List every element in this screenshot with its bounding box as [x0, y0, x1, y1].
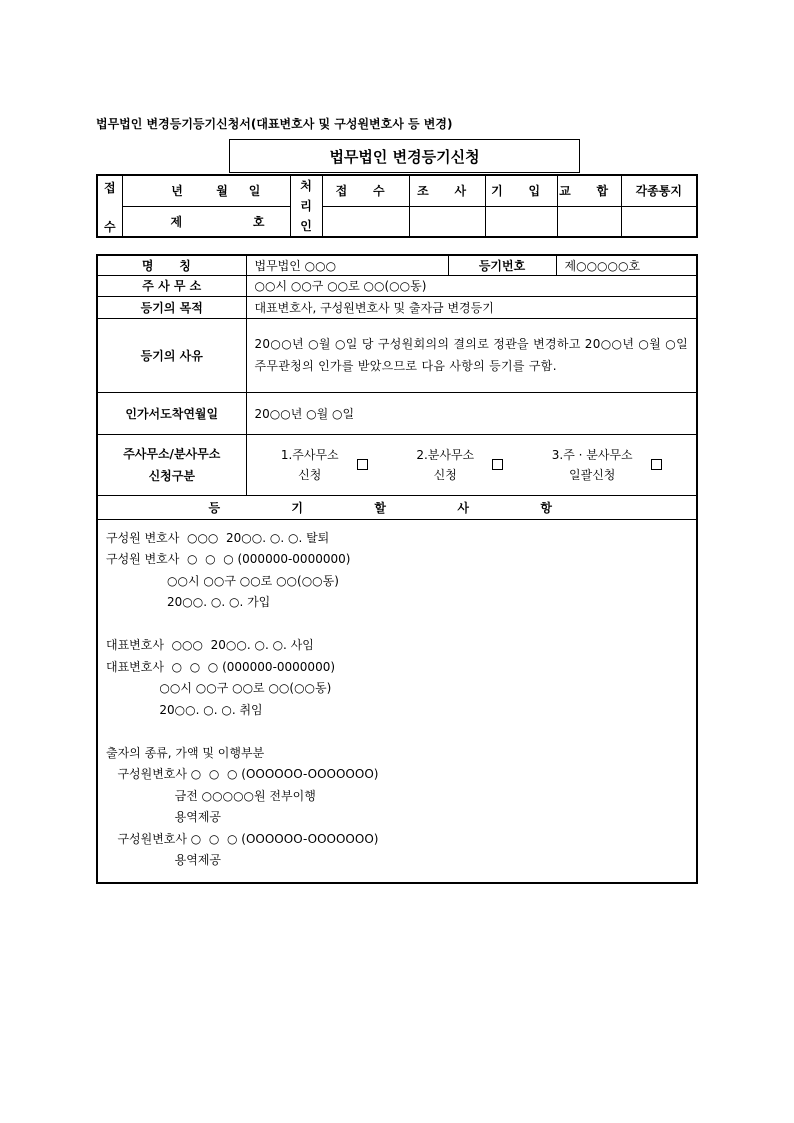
option-batch[interactable] — [552, 445, 662, 485]
registration-item-line: 대표변호사 ○ ○ ○ (000000-0000000) — [106, 659, 336, 674]
registration-number-value: 제○○○○○호 — [556, 255, 697, 275]
registration-item-line: 금전 ○○○○○원 전부이행 — [106, 788, 316, 803]
registration-item-line: 20○○. ○. ○. 취임 — [106, 702, 263, 717]
registration-item-line: 구성원변호사 ○ ○ ○ (OOOOOO-OOOOOOO) — [106, 831, 379, 846]
registration-item-line: ○○시 ○○구 ○○로 ○○(○○동) — [106, 681, 332, 695]
col-collation: 교 합 — [557, 175, 621, 206]
reception-label-cell — [97, 175, 122, 237]
month-label: 월 — [216, 184, 228, 199]
number-prefix-label: 제 — [170, 214, 183, 229]
option-branch-office-line2: 신청 — [433, 467, 457, 482]
purpose-value: 대표변호사, 구성원변호사 및 출자금 변경등기 — [246, 296, 697, 318]
form-title-text: 법무법인 변경등기신청 — [329, 147, 480, 166]
reception-blank-5 — [621, 206, 697, 237]
option-batch-line2: 일괄신청 — [569, 467, 616, 482]
registration-item-line: 구성원 변호사 ○○○ 20○○. ○. ○. 탈퇴 — [106, 530, 330, 545]
branch-office-checkbox[interactable] — [492, 459, 503, 470]
registration-item-line: ○○시 ○○구 ○○로 ○○(○○동) — [106, 573, 339, 588]
items-header: 등 기 할 사 항 — [97, 495, 697, 519]
category-label-line1: 주사무소/분사무소 — [123, 446, 221, 461]
registration-item-line: 출자의 종류, 가액 및 이행부분 — [106, 745, 265, 760]
option-batch-line1: 3.주 · 분사무소 — [551, 447, 633, 462]
office-label: 주 사 무 소 — [97, 275, 246, 296]
registration-number-label: 등기번호 — [448, 255, 556, 275]
option-main-office-line1: 1.주사무소 — [280, 447, 339, 462]
reception-blank-3 — [485, 206, 557, 237]
processor-char-1: 처 — [300, 179, 312, 193]
reception-number-cell — [122, 206, 290, 237]
processor-char-2: 리 — [300, 199, 312, 213]
registration-items — [97, 519, 697, 883]
option-main-office[interactable] — [281, 445, 368, 485]
form-title — [229, 139, 580, 173]
col-reception: 접 수 — [322, 175, 409, 206]
number-suffix-label: 호 — [252, 214, 265, 229]
day-label: 일 — [248, 184, 261, 199]
office-value: ○○시 ○○구 ○○로 ○○(○○동) — [246, 275, 697, 296]
category-options — [246, 434, 697, 495]
reception-blank-4 — [557, 206, 621, 237]
name-value: 법무법인 ○○○ — [246, 255, 448, 275]
application-table — [96, 254, 698, 884]
reception-blank-2 — [409, 206, 485, 237]
col-entry: 기 입 — [485, 175, 557, 206]
main-office-checkbox[interactable] — [357, 459, 368, 470]
registration-item-line: 용역제공 — [106, 810, 222, 824]
name-label: 명 칭 — [97, 255, 246, 275]
approval-date-value: 20○○년 ○월 ○일 — [246, 392, 697, 434]
registration-item-line: 용역제공 — [106, 853, 222, 867]
registration-item-line — [106, 614, 688, 636]
registration-item-line: 구성원변호사 ○ ○ ○ (OOOOOO-OOOOOOO) — [106, 767, 379, 781]
processor-char-3: 인 — [300, 219, 312, 233]
reception-label-bottom: 수 — [103, 220, 116, 234]
registration-item-line: 대표변호사 ○○○ 20○○. ○. ○. 사임 — [106, 638, 314, 652]
reception-blank-1 — [322, 206, 409, 237]
reception-date-cell — [122, 175, 290, 206]
year-label: 년 — [171, 184, 183, 199]
registration-item-line: 20○○. ○. ○. 가입 — [106, 595, 271, 609]
reception-label-top: 접 — [103, 181, 116, 195]
reason-value: 20○○년 ○월 ○일 당 구성원회의의 결의로 정관을 변경하고 20○○년 ○월 ○일 주무관청의 인가를 받았으므로 다음 사항의 등기를 구함. — [246, 318, 697, 392]
processor-label-cell — [290, 175, 322, 237]
batch-checkbox[interactable] — [651, 459, 662, 470]
col-investigation: 조 사 — [409, 175, 485, 206]
registration-items-list — [106, 528, 688, 872]
document-title: 법무법인 변경등기등기신청서(대표변호사 및 구성원변호사 등 변경) — [96, 117, 453, 131]
registration-item-line: 구성원 변호사 ○ ○ ○ (000000-0000000) — [106, 552, 351, 566]
option-branch-office-line1: 2.분사무소 — [416, 447, 475, 462]
purpose-label: 등기의 목적 — [97, 296, 246, 318]
category-label-line2: 신청구분 — [148, 468, 195, 483]
registration-item-line — [106, 721, 688, 743]
approval-date-label: 인가서도착연월일 — [97, 392, 246, 434]
option-main-office-line2: 신청 — [298, 467, 322, 482]
reception-table — [96, 174, 698, 238]
reason-label: 등기의 사유 — [97, 318, 246, 392]
category-label — [97, 434, 246, 495]
col-notification: 각종통지 — [621, 175, 697, 206]
option-branch-office[interactable] — [416, 445, 503, 485]
